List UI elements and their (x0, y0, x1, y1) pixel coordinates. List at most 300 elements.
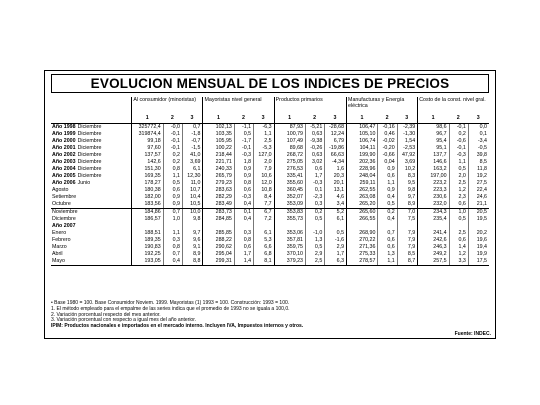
table-cell: 8,9 (182, 251, 203, 258)
row-label (51, 123, 132, 131)
footnote: 2. Variación porcentual respecto del mes anterior. (51, 311, 161, 318)
table-cell: 4,6 (325, 194, 347, 201)
table-cell: 11,8 (468, 166, 489, 173)
table-cell: 8,8 (182, 258, 203, 266)
table-cell: 182,00 (132, 194, 163, 201)
table-cell: 360,45 (274, 187, 305, 194)
table-cell: -0,1 (163, 131, 182, 138)
table-row (51, 138, 489, 145)
table-cell: -0,7 (182, 138, 203, 145)
table-cell: 268,72 (274, 152, 305, 159)
table-cell: 97,60 (132, 145, 163, 152)
table-cell: 218,44 (203, 152, 234, 159)
table-cell: 283,49 (203, 201, 234, 209)
table-cell (449, 223, 468, 230)
table-cell: 66,63 (325, 152, 347, 159)
table-cell: 241,4 (418, 230, 449, 237)
table-cell: 1,2 (449, 187, 468, 194)
row-period: Octubre (52, 200, 71, 207)
table-cell: 19,6 (468, 237, 489, 244)
table-cell: 22,4 (468, 187, 489, 194)
table-cell: 0,6 (163, 187, 182, 194)
row-month: Diciembre (77, 172, 102, 179)
table-cell: 221,71 (203, 159, 234, 166)
table-cell: 19,5 (468, 216, 489, 223)
column-index: 1 (132, 115, 163, 123)
table-cell: 8,3 (397, 173, 418, 180)
table-cell (254, 223, 275, 230)
group-header: Productos primarios (274, 97, 346, 115)
table-cell: -0,66 (378, 152, 397, 159)
table-cell: 7,5 (397, 216, 418, 223)
table-cell: 1,2 (449, 251, 468, 258)
table-cell: 21,1 (468, 201, 489, 209)
row-period: Enero (52, 229, 67, 236)
table-cell (132, 223, 163, 230)
table-cell: 20,5 (468, 208, 489, 216)
table-cell (325, 223, 347, 230)
table-cell: 265,79 (203, 173, 234, 180)
table-cell: 202,36 (347, 159, 378, 166)
column-index: 1 (203, 115, 234, 123)
table-row (51, 166, 489, 173)
row-label (51, 201, 132, 209)
table-cell: 1,54 (397, 138, 418, 145)
table-cell: 285,85 (203, 230, 234, 237)
table-cell: 2,5 (306, 258, 325, 266)
table-cell: 0,5 (325, 230, 347, 237)
page-title: EVOLUCION MENSUAL DE LOS INDICES DE PRECIOS (51, 74, 489, 93)
table-cell: 379,23 (274, 258, 305, 266)
table-cell: 199,90 (347, 152, 378, 159)
table-cell: 268,90 (347, 230, 378, 237)
table-cell: 9,8 (182, 216, 203, 223)
table-cell: 7,7 (254, 201, 275, 209)
table-cell: 0,8 (163, 244, 182, 251)
table-cell: 0,9 (378, 187, 397, 194)
table-cell: -2,3 (306, 194, 325, 201)
table-cell: 1,7 (306, 173, 325, 180)
table-cell: 100,79 (274, 131, 305, 138)
table-cell: 20,2 (468, 230, 489, 237)
table-cell: -0,26 (306, 145, 325, 152)
column-index: 3 (254, 115, 275, 123)
row-label (51, 244, 132, 251)
table-cell: 1,1 (378, 180, 397, 187)
row-month: Diciembre (77, 158, 102, 165)
table-cell: 275,05 (274, 159, 305, 166)
table-cell: 193,05 (132, 258, 163, 266)
table-cell: 257,5 (418, 258, 449, 266)
table-row (51, 251, 489, 258)
row-period: Año 2003 (52, 158, 76, 165)
table-cell: 262,55 (347, 187, 378, 194)
table-cell: -2,53 (397, 145, 418, 152)
table-cell: 249,2 (418, 251, 449, 258)
table-cell: 12,30 (182, 173, 203, 180)
row-period: Diciembre (52, 215, 76, 222)
table-row (51, 123, 489, 131)
column-index: 1 (418, 115, 449, 123)
table-cell: 1,1 (163, 173, 182, 180)
table-cell: 271,36 (347, 244, 378, 251)
footnote: 3. Variación porcentual con respecto a igual mes del año anterior. (51, 317, 196, 324)
table-cell: 192,25 (132, 251, 163, 258)
table-row (51, 208, 489, 216)
table-row (51, 230, 489, 237)
table-row (51, 216, 489, 223)
price-index-sheet (44, 70, 496, 339)
table-cell: 0,6 (449, 237, 468, 244)
table-cell: 7,2 (254, 216, 275, 223)
table-cell: 1,1 (449, 159, 468, 166)
table-row (51, 194, 489, 201)
table-cell: 6,7 (254, 208, 275, 216)
column-index: 3 (325, 115, 347, 123)
table-cell: 6,1 (325, 216, 347, 223)
row-label (51, 194, 132, 201)
table-cell: 223,3 (418, 187, 449, 194)
table-cell: 265,60 (347, 208, 378, 216)
table-cell: 10,8 (254, 187, 275, 194)
table-cell: 0,4 (163, 258, 182, 266)
table-cell: 275,33 (347, 251, 378, 258)
row-period: Agosto (52, 186, 69, 193)
table-cell: 0,6 (449, 201, 468, 209)
table-cell: 95,1 (418, 145, 449, 152)
table-cell: -9,38 (306, 138, 325, 145)
row-period: Noviembre (52, 208, 78, 215)
table-cell: 0,6 (234, 244, 253, 251)
table-cell: 0,6 (378, 173, 397, 180)
row-label (51, 152, 132, 159)
table-row (51, 152, 489, 159)
table-cell (397, 223, 418, 230)
table-cell: 8,4 (254, 194, 275, 201)
table-cell: 137,57 (132, 152, 163, 159)
row-month: Diciembre (77, 130, 102, 137)
row-period: Abril (52, 250, 63, 257)
table-cell: 242,6 (418, 237, 449, 244)
table-cell: 0,5 (449, 166, 468, 173)
table-cell: 39,8 (468, 152, 489, 159)
table-cell: 9,6 (182, 237, 203, 244)
table-cell: -1,6 (325, 237, 347, 244)
table-cell: 0,4 (378, 216, 397, 223)
table-body (51, 123, 489, 265)
table-cell: -0,5 (468, 145, 489, 152)
table-cell: 98,6 (418, 123, 449, 131)
table-cell (234, 223, 253, 230)
table-cell: -0,20 (378, 145, 397, 152)
table-cell: 0,04 (378, 159, 397, 166)
table-cell: 2,5 (449, 180, 468, 187)
row-label (51, 230, 132, 237)
table-cell: 355,60 (274, 180, 305, 187)
table-cell: 1,0 (449, 208, 468, 216)
table-cell: 0,46 (378, 131, 397, 138)
table-cell: 319874,4 (132, 131, 163, 138)
row-label (51, 208, 132, 216)
table-cell: 11,0 (182, 180, 203, 187)
table-cell: 9,5 (397, 180, 418, 187)
table-cell: 270,22 (347, 237, 378, 244)
table-cell: -0,3 (234, 194, 253, 201)
table-cell: 359,75 (274, 244, 305, 251)
table-cell: 295,04 (203, 251, 234, 258)
table-cell: 263,08 (347, 194, 378, 201)
row-label (51, 223, 132, 230)
table-cell: 10,7 (182, 187, 203, 194)
table-cell: 0,1 (234, 208, 253, 216)
table-cell: -0,1 (449, 123, 468, 131)
row-label (51, 258, 132, 266)
table-cell (468, 223, 489, 230)
table-cell: 1,7 (325, 251, 347, 258)
column-index: 1 (274, 115, 305, 123)
table-cell: -28,68 (325, 123, 347, 131)
table-cell: 234,3 (418, 208, 449, 216)
table-cell: 353,06 (274, 230, 305, 237)
table-cell: 0,3 (163, 237, 182, 244)
table-cell: 95,4 (418, 138, 449, 145)
row-label (51, 251, 132, 258)
table-cell: 99,18 (132, 138, 163, 145)
table-cell: 0,8 (234, 237, 253, 244)
table-cell: 47,92 (397, 152, 418, 159)
table-cell: 0,6 (378, 244, 397, 251)
table-cell: 96,7 (418, 131, 449, 138)
table-cell: 7,0 (397, 208, 418, 216)
table-cell: -0,6 (449, 138, 468, 145)
table-cell: 6,8 (254, 251, 275, 258)
table-cell: 89,68 (274, 145, 305, 152)
table-cell: 0,1 (468, 131, 489, 138)
table-cell (306, 223, 325, 230)
table-cell: 6,1 (254, 230, 275, 237)
column-index: 2 (234, 115, 253, 123)
table-cell: 7,9 (254, 166, 275, 173)
row-period: Mayo (52, 257, 65, 264)
table-cell: 197,00 (418, 173, 449, 180)
table-cell: -1,1 (234, 123, 253, 131)
row-month: Diciembre (77, 151, 102, 158)
table-cell: 189,35 (132, 237, 163, 244)
source-note: Fuente: INDEC. (454, 331, 491, 337)
table-row (51, 180, 489, 187)
table-cell: 6,3 (325, 258, 347, 266)
table-cell: 265,20 (347, 201, 378, 209)
table-cell: -0,1 (449, 145, 468, 152)
row-period: Año 2007 (52, 222, 76, 229)
table-cell: 9,7 (182, 230, 203, 237)
table-cell: 0,5 (449, 216, 468, 223)
table-cell: 8,9 (397, 201, 418, 209)
table-cell: 106,74 (347, 138, 378, 145)
row-period: Año 1998 (52, 123, 76, 130)
table-cell: 335,41 (274, 173, 305, 180)
table-row (51, 244, 489, 251)
table-cell: 106,47 (347, 123, 378, 131)
table-cell: 0,7 (182, 123, 203, 131)
table-cell: 0,6 (306, 166, 325, 173)
table-cell: 0,63 (306, 131, 325, 138)
table-cell: 19,4 (468, 244, 489, 251)
table-cell: 0,5 (306, 244, 325, 251)
table-cell: 2,9 (325, 244, 347, 251)
table-cell: 223,2 (418, 180, 449, 187)
table-cell: 10,5 (182, 201, 203, 209)
table-cell: 0,2 (163, 152, 182, 159)
table-cell: 279,23 (203, 180, 234, 187)
row-month: Junio (77, 179, 91, 186)
row-period: Año 2004 (52, 165, 76, 172)
table-cell: 248,04 (347, 173, 378, 180)
table-cell: -1,7 (234, 138, 253, 145)
table-cell: 0,3 (234, 230, 253, 237)
table-row (51, 145, 489, 152)
table-cell: 0,2 (449, 131, 468, 138)
table-cell: 9,1 (182, 244, 203, 251)
table-cell: 107,49 (274, 138, 305, 145)
table-cell: 370,10 (274, 251, 305, 258)
table-row (51, 159, 489, 166)
table-cell: 3,69 (397, 159, 418, 166)
table-cell: 1,3 (306, 237, 325, 244)
table-row (51, 173, 489, 180)
table-cell: 299,31 (203, 258, 234, 266)
table-cell: -3,4 (468, 138, 489, 145)
table-cell: 0,3 (306, 201, 325, 209)
table-cell: 100,22 (203, 145, 234, 152)
table-cell: 0,5 (378, 201, 397, 209)
table-cell: 19,2 (468, 173, 489, 180)
row-period: Año 2006 (52, 179, 76, 186)
table-cell: 105,95 (203, 138, 234, 145)
table-cell: 266,55 (347, 216, 378, 223)
table-cell: 232,0 (418, 201, 449, 209)
table-cell: -4,34 (325, 159, 347, 166)
table-cell: 10,6 (254, 173, 275, 180)
table-cell: 12,0 (254, 180, 275, 187)
table-cell: 183,56 (132, 201, 163, 209)
table-cell: 180,38 (132, 187, 163, 194)
table-cell: -0,0 (163, 123, 182, 131)
table-cell: 3,69 (182, 159, 203, 166)
table-cell: 12,24 (325, 131, 347, 138)
table-row (51, 201, 489, 209)
table-cell: 188,51 (132, 230, 163, 237)
table-cell: 20,1 (325, 180, 347, 187)
table-cell: 353,09 (274, 201, 305, 209)
table-cell: 10,2 (397, 166, 418, 173)
column-index: 2 (163, 115, 182, 123)
table-cell: 104,11 (347, 145, 378, 152)
table-cell: 357,81 (274, 237, 305, 244)
row-month: Diciembre (77, 144, 102, 151)
table-cell: 186,57 (132, 216, 163, 223)
footnote: • Base 1980 = 100. Base Consumidor Noviem. 1999. Mayoristas (1) 1993 = 100. Construcción: 1993 = 100. (51, 300, 290, 306)
column-index: 2 (306, 115, 325, 123)
table-cell: -5,3 (254, 145, 275, 152)
table-cell: 13,1 (325, 187, 347, 194)
table-cell: 184,86 (132, 208, 163, 216)
table-cell: 8,1 (254, 258, 275, 266)
table-cell: 0,8 (234, 180, 253, 187)
table-cell: 352,07 (274, 194, 305, 201)
table-cell: 0,1 (306, 187, 325, 194)
table-cell: 1,4 (234, 258, 253, 266)
column-index: 3 (468, 115, 489, 123)
table-cell: 2,5 (449, 230, 468, 237)
table-cell (378, 223, 397, 230)
table-cell: 2,3 (449, 194, 468, 201)
table-cell: 0,63 (306, 152, 325, 159)
table-cell: 1,7 (234, 251, 253, 258)
table-cell: 1,4 (449, 244, 468, 251)
table-cell: 0,0 (468, 123, 489, 131)
table-cell: 230,6 (418, 194, 449, 201)
row-period: Año 1999 (52, 130, 76, 137)
row-label (51, 159, 132, 166)
footnote: IPIM: Productos nacionales e importados en el mercado interno. Incluyen IVA, Impuestos internos y otros. (51, 323, 304, 330)
table-cell: -6,3 (254, 123, 275, 131)
table-cell: 0,4 (234, 216, 253, 223)
column-index: 1 (347, 115, 378, 123)
table-cell: 103,35 (203, 131, 234, 138)
table-cell: 5,2 (325, 208, 347, 216)
table-cell: -0,02 (378, 138, 397, 145)
column-index-row (51, 115, 489, 123)
table-cell: 137,7 (418, 152, 449, 159)
table-cell: -1,8 (182, 131, 203, 138)
table-cell: 2,0 (254, 159, 275, 166)
table-cell: 0,9 (163, 201, 182, 209)
table-cell: 0,2 (306, 208, 325, 216)
row-month: Diciembre (77, 123, 102, 130)
table-cell: 0,8 (163, 166, 182, 173)
table-cell: 190,83 (132, 244, 163, 251)
table-cell: 19,9 (468, 251, 489, 258)
row-label (51, 187, 132, 194)
table-cell: 151,30 (132, 166, 163, 173)
table-cell: 9,8 (397, 187, 418, 194)
column-index: 3 (397, 115, 418, 123)
table-cell: 0,5 (163, 180, 182, 187)
table-cell: 282,29 (203, 194, 234, 201)
table-cell: -0,3 (234, 152, 253, 159)
table-cell: 27,5 (468, 180, 489, 187)
table-cell: 228,96 (347, 166, 378, 173)
table-cell: 0,5 (306, 216, 325, 223)
table-cell: 41,0 (182, 152, 203, 159)
table-cell: 20,3 (325, 173, 347, 180)
table-cell: 283,73 (203, 208, 234, 216)
price-index-table (51, 97, 489, 266)
row-label-header (51, 97, 132, 115)
table-cell: 6,6 (254, 244, 275, 251)
table-cell: 1,1 (163, 230, 182, 237)
row-label (51, 216, 132, 223)
table-cell: 1,0 (163, 216, 182, 223)
table-cell: 146,6 (418, 159, 449, 166)
row-label (51, 173, 132, 180)
table-cell: -0,3 (449, 152, 468, 159)
table-cell: 1,1 (254, 131, 275, 138)
table-cell: 17,5 (468, 258, 489, 266)
row-period: Año 2005 (52, 172, 76, 179)
table-cell: 278,57 (347, 258, 378, 266)
